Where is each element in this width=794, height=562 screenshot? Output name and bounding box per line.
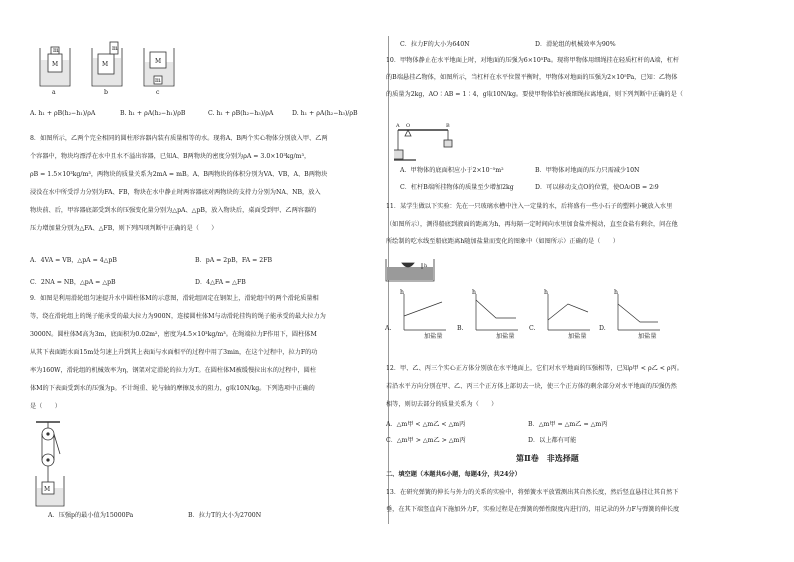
svg-text:M: M: [102, 61, 109, 68]
q8-line: 个容器中，物块均漂浮在水中且水不溢出容器，已知A、B两物块的密度分别为ρA = 3.0×10³kg/m³，: [30, 153, 311, 160]
q10-option-b: B．甲物体对地面的压力只需减少10N: [535, 167, 640, 174]
svg-text:m: m: [112, 45, 118, 52]
svg-text:M: M: [155, 58, 162, 65]
svg-text:M: M: [44, 486, 51, 493]
q9-line: 从其下表面距水面15m处匀速上升到其上表面与水面相平的过程中用了3min，在这个过程中，拉力F的功: [30, 349, 318, 356]
q10-line: 10．甲物体静止在水平地面上时，对地面的压强为6×10⁵Pa。现将甲物体用细绳挂在轻质杠杆的A端，杠杆: [386, 57, 680, 64]
graph-b-ylabel: h: [472, 289, 476, 296]
q12-option-d: D．以上都有可能: [528, 437, 577, 444]
q9-option-a: A．压强p的最小值为15000Pa: [48, 512, 134, 519]
q11-graphs: [384, 290, 674, 342]
graph-d-ylabel: h: [614, 289, 618, 296]
graph-c-xlabel: 加盐量: [568, 333, 587, 340]
q8-line: ρB = 1.5×10³kg/m³，两物块的质量关系为2mA = mB。A、B两物块的体积分别为VA、VB，A、B两物块: [30, 171, 328, 178]
graph-d-xlabel: 加盐量: [638, 333, 657, 340]
q8-line: 8．如图所示，乙两个完全相同的圆柱形容器内装有质量相等的水。现将A、B两个实心物体分别放入甲、乙两: [30, 135, 328, 142]
graph-a-xlabel: 加盐量: [424, 333, 443, 340]
q8-line: 压力增加量分别为△FA、△FB，则下列四项判断中正确的是（ ）: [30, 225, 218, 232]
q13-line: 垂，在其下端竖直向下施加外力F，实验过程是在弹簧的弹性限度内进行的，用记录的外力F与弹簧的伸长度: [386, 506, 680, 513]
q12-option-c: C．△m甲 > △m乙 > △m丙: [386, 437, 466, 444]
q7-option-c: C. h₁ + ρB(h₂−h₃)/ρA: [208, 110, 274, 117]
q9-line: 3000N。圆柱体M高为3m，底面积为0.02m²，密度为4.5×10³kg/m³。在绳端拉力F作用下，圆柱体M: [30, 331, 317, 338]
q9-line: 是（ ）: [30, 403, 61, 410]
q13-line: 13．在研究弹簧的伸长与外力的关系的实验中，将弹簧水平放置测出其自然长度，然后竖直悬挂让其自然下: [386, 489, 679, 496]
q11-line: 11．某学生做以下实验：先在一只玻璃水槽中注入一定量的水，后将盛有一些小石子的塑料小碗放入水里: [386, 203, 673, 210]
q8-option-d: D．4△FA = △FB: [195, 279, 246, 286]
water-tank-diagram: [384, 255, 444, 285]
containers-figure: [38, 38, 188, 98]
q7-option-d: D. h₁ + ρA(h₂−h₃)/ρB: [292, 110, 358, 117]
lever-diagram: [394, 120, 454, 164]
q10-line: 的B端悬挂乙物体，如图所示，当杠杆在水平位置平衡时，甲物体对地面的压强为2×10⁵Pa，已知：乙物体: [386, 74, 678, 81]
q10-option-d: D．可以移动支点O的位置，使OA∶OB = 2∶9: [535, 184, 659, 191]
lever-label-b: B: [446, 123, 450, 129]
q9-line: 等，绕在滑轮组上的绳子能承受的最大拉力为900N，连接圆柱体M与动滑轮挂钩的绳子能承受的最大拉力为: [30, 313, 326, 320]
q7-figure: [38, 38, 188, 98]
q9-line: 率为160W，滑轮组的机械效率为η，钢架对定滑轮的拉力为T。在圆柱体M被缓慢拉出水的过程中，圆柱: [30, 367, 317, 374]
q9-option-c: C．拉力F的大小为640N: [400, 41, 470, 48]
q7-option-a: A. h₁ + ρB(h₂−h₁)/ρA: [30, 110, 96, 117]
graph-b-xlabel: 加盐量: [496, 333, 515, 340]
q10-line: 的质量为2kg，AO∶AB = 1∶4，g取10N/kg。要使甲物体恰好被细绳拉离地面，则下列判断中正确的是（: [386, 91, 683, 98]
graph-label-d: D.: [599, 325, 606, 332]
q10-option-a: A．甲物体的底面积应小于2×10⁻⁵m²: [400, 167, 504, 174]
fill-in-heading: 二、填空题（本题共6小题，每题4分，共24分）: [386, 471, 521, 478]
fig-label-a: a: [52, 89, 56, 96]
lever-label-a: A: [396, 123, 400, 129]
q12-line: 若沿水平方向分别在甲、乙、丙三个正方体上部切去一块，使三个正方体的剩余部分对水平地面的压强仍然: [386, 383, 677, 390]
q8-option-c: C．2NA = NB，△pA = △pB: [30, 279, 116, 286]
pulley-diagram: [34, 420, 74, 508]
q9-option-d: D．滑轮组的机械效率为90%: [535, 41, 616, 48]
q11-tank-figure: [384, 255, 444, 285]
svg-text:h: h: [424, 263, 428, 269]
q9-pulley-figure: [34, 420, 74, 508]
lever-label-o: O: [406, 123, 411, 129]
svg-text:m: m: [155, 77, 161, 84]
fig-label-b: b: [104, 89, 108, 96]
q11-line: （如图所示），测得船底到液面的距离为h，再每隔一定时间向水里加食盐并搅动，直至食盐有剩余，问在他: [386, 221, 678, 228]
part-2-title: 第Ⅱ卷 非选择题: [516, 453, 579, 463]
q8-line: 浸没在水中所受浮力分别为FA、FB，物块在水中静止时两容器底对两物块的支持力分别为NA、NB，放入: [30, 189, 321, 196]
svg-text:M: M: [52, 61, 59, 68]
q7-option-b: B. h₁ + ρA(h₂−h₁)/ρB: [120, 110, 186, 117]
graph-label-a: A.: [385, 325, 392, 332]
q10-lever-figure: [394, 120, 454, 164]
q12-option-a: A．△m甲 < △m乙 < △m丙: [386, 421, 466, 428]
q8-option-b: B．pA = 2pB，FA = 2FB: [195, 257, 273, 264]
graph-c-ylabel: h: [544, 289, 548, 296]
q8-line: 物块前、后，甲容器底部受到水的压强变化量分别为△pA、△pB，放入物块后，桌面受到甲、乙两容器的: [30, 207, 317, 214]
q12-option-b: B．△m甲 = △m乙 = △m丙: [528, 421, 608, 428]
q9-option-b: B．拉力T的大小为2700N: [188, 512, 262, 519]
q12-line: 相等，则切去部分的质量关系为（ ）: [386, 401, 498, 408]
fig-label-c: c: [156, 89, 160, 96]
graph-label-c: C.: [529, 325, 536, 332]
q8-option-a: A．4VA = VB，△pA = 4△pB: [30, 257, 117, 264]
q9-line: 9．如图是利用滑轮组匀速提升水中圆柱体M的示意图，滑轮组固定在钢架上，滑轮组中的两个滑轮质量相: [30, 295, 319, 302]
q9-line: 体M的下表面受到水的压强为p。不计绳重、轮与轴的摩擦及水的阻力，g取10N/kg。下列选项中正确的: [30, 385, 315, 392]
q12-line: 12．甲、乙、丙三个实心正方体分别放在水平地面上，它们对水平地面的压强相等，已知ρ甲 < ρ乙 < ρ丙。: [386, 365, 683, 372]
graph-label-b: B.: [457, 325, 464, 332]
q11-line: 所绘制的吃水线至船底距离h随加盐量而变化的图象中（如图所示）正确的是（ ）: [386, 238, 619, 245]
svg-text:m: m: [53, 47, 59, 54]
q10-option-c: C．杠杆B端所挂物体的质量至少增加2kg: [400, 184, 514, 191]
graph-a-ylabel: h: [400, 289, 404, 296]
